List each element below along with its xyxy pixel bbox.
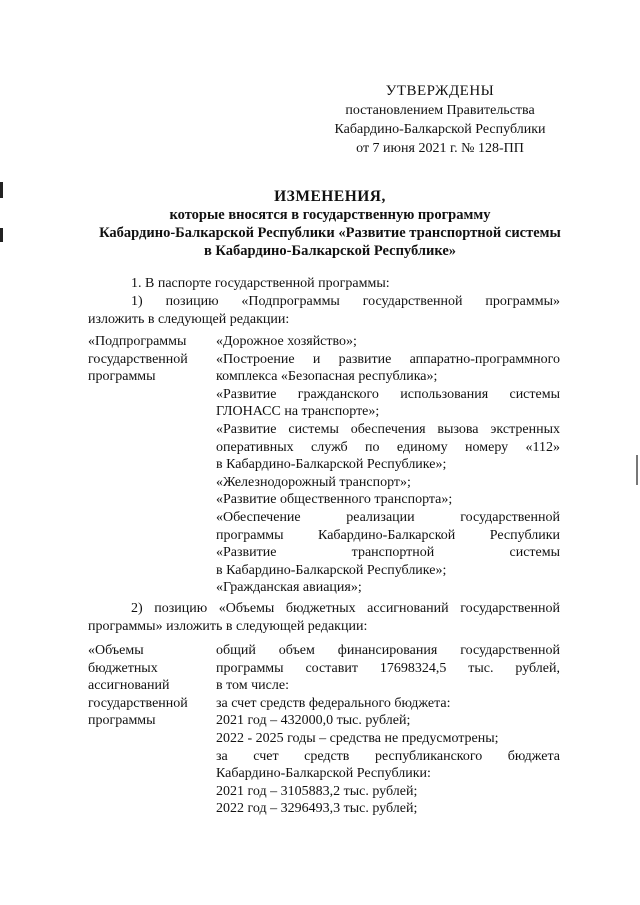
table1-line: оперативных служб по единому номеру «112»: [216, 439, 560, 455]
table1-label: [88, 333, 208, 386]
approval-line: постановлением Правительства: [345, 103, 535, 118]
section1-sub1-cont: изложить в следующей редакции:: [88, 312, 290, 327]
section2-item: 2) позицию «Объемы бюджетных ассигнований государственной: [131, 601, 560, 616]
approval-date: от 7 июня 2021 г. № 128-ПП: [356, 141, 524, 156]
table1-line: «Гражданская авиация»;: [216, 580, 362, 596]
table1-line: «Развитие гражданского использования системы: [216, 386, 560, 402]
section1-sub1: 1) позицию «Подпрограммы государственной программы»: [131, 294, 560, 309]
section2-item-cont: программы» изложить в следующей редакции:: [88, 619, 368, 634]
table2-line: Кабардино-Балкарской Республики:: [216, 766, 431, 782]
approval-heading: УТВЕРЖДЕНЫ: [385, 83, 495, 99]
table1-line: в Кабардино-Балкарской Республике»;: [216, 562, 447, 578]
table2-line: программы составит 17698324,5 тыс. рублей,: [216, 660, 560, 676]
table2-content: [216, 642, 560, 818]
document-title: [80, 188, 580, 260]
scan-edge-mark: [0, 182, 3, 198]
scan-edge-mark: [636, 455, 638, 485]
title-main: ИЗМЕНЕНИЯ,: [274, 188, 386, 205]
table1-line: «Развитие системы обеспечения вызова экстренных: [216, 421, 560, 437]
table2-label-line: государственной: [88, 695, 188, 711]
table2-line: общий объем финансирования государственной: [216, 643, 560, 658]
table2-line: за счет средств федерального бюджета:: [216, 695, 451, 711]
table1-line: «Развитие транспортной системы: [216, 545, 560, 561]
table2-label-line: программы: [88, 713, 156, 729]
table1-line: комплекса «Безопасная республика»;: [216, 369, 438, 385]
table2-line: 2021 год – 3105883,2 тыс. рублей;: [216, 783, 418, 799]
scan-edge-mark: [0, 228, 3, 242]
table2-label-line: ассигнований: [88, 678, 170, 694]
table1-line: «Обеспечение реализации государственной: [216, 509, 560, 525]
table1-content: [216, 333, 560, 597]
table2-line: 2022 год – 3296493,3 тыс. рублей;: [216, 801, 418, 817]
table1-label-line: государственной: [88, 351, 188, 367]
table1-line: ГЛОНАСС на транспорте»;: [216, 404, 380, 420]
approval-block: [300, 82, 580, 158]
table1-label-line: «Подпрограммы: [88, 334, 187, 349]
table1-line: программы Кабардино-Балкарской Республики: [216, 527, 560, 543]
table1-label-line: программы: [88, 369, 156, 385]
approval-line: Кабардино-Балкарской Республики: [334, 122, 546, 137]
table2-line: за счет средств республиканского бюджета: [216, 748, 560, 764]
table2-label-line: бюджетных: [88, 660, 158, 676]
title-line: которые вносятся в государственную программу: [169, 207, 491, 223]
title-line: Кабардино-Балкарской Республики «Развитие транспортной системы: [99, 225, 561, 241]
table1-line: «Построение и развитие аппаратно-программного: [216, 351, 560, 367]
table1-line: «Железнодорожный транспорт»;: [216, 474, 411, 490]
section1-item: 1. В паспорте государственной программы:: [131, 276, 390, 291]
table1-line: «Развитие общественного транспорта»;: [216, 492, 453, 508]
table2-label: [88, 642, 208, 730]
table2-line: 2021 год – 432000,0 тыс. рублей;: [216, 713, 411, 729]
table2-label-line: «Объемы: [88, 643, 144, 658]
table2-line: 2022 - 2025 годы – средства не предусмотрены;: [216, 730, 499, 746]
table2-line: в том числе:: [216, 678, 289, 694]
table1-line: в Кабардино-Балкарской Республике»;: [216, 457, 447, 473]
title-line: в Кабардино-Балкарской Республике»: [203, 243, 457, 259]
table1-line: «Дорожное хозяйство»;: [216, 334, 357, 349]
